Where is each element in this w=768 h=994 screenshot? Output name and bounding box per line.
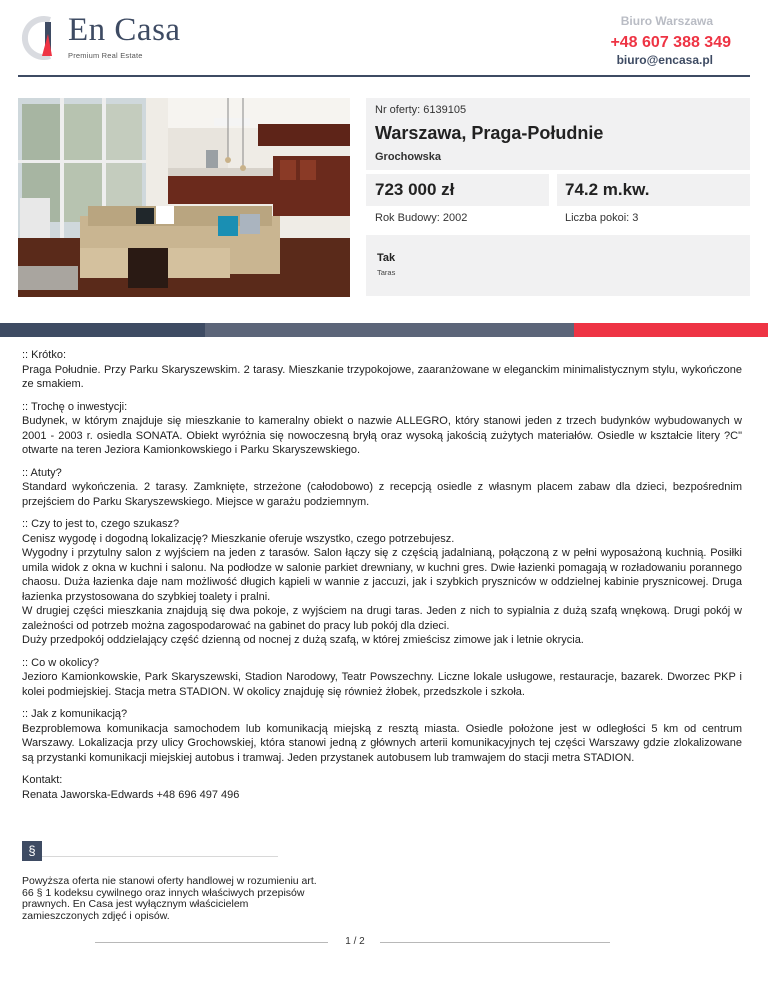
listing-street: Grochowska [375, 151, 442, 163]
header-divider [18, 75, 750, 77]
description-section [22, 656, 742, 700]
office-phone[interactable]: +48 607 388 349 [610, 34, 731, 51]
section-sign-icon: § [22, 841, 42, 861]
divider-bar-navy [0, 323, 205, 337]
legal-disclaimer: Powyższa oferta nie stanowi oferty handlowej w rozumieniu art. 66 § 1 kodeksu cywilnego oraz innych właściwych przepisów prawnych. En Casa jest wyłącznym właścicielem zamieszczonych zdjęć i opisów. [22, 875, 317, 922]
section-body: Praga Południe. Przy Parku Skaryszewskim. 2 tarasy. Mieszkanie trzypokojowe, zaaranżowane w eleganckim minimalistycznym stylu, wykończone ze smakiem. [22, 363, 742, 390]
section-heading: :: Krótko: [22, 349, 67, 361]
feature-value: Tak [377, 252, 396, 264]
feature-label: Taras [377, 268, 396, 277]
section-heading: :: Co w okolicy? [22, 656, 100, 669]
divider-bar-slate [205, 323, 574, 337]
listing-price: 723 000 zł [375, 180, 455, 199]
description-section [22, 348, 742, 392]
footer-rule-left [95, 942, 328, 943]
brand-name: En Casa [68, 12, 181, 48]
section-heading: :: Jak z komunikacją? [22, 708, 128, 720]
property-photo [18, 98, 350, 297]
office-name: Biuro Warszawa [620, 14, 713, 28]
room-count: Liczba pokoi: 3 [565, 212, 639, 224]
description-section [22, 773, 742, 802]
year-built: Rok Budowy: 2002 [375, 212, 468, 224]
office-email[interactable]: biuro@encasa.pl [616, 53, 713, 67]
section-body: Renata Jaworska-Edwards +48 696 497 496 [22, 788, 240, 801]
section-body: Bezproblemowa komunikacja samochodem lub komunikacją miejską z resztą miasta. Osiedle położone jest w odległości 5 km od centrum Warszawy. Lokalizacja przy ulicy Grochowskiej, która stanowi jedną z głównych arterii komunikacyjnych tej części Warszawy gdzie zlokalizowane są przystanki komunikacji miejskiej autobus i tramwaj. Jeden przystanek autobusem lub tramwajem do stacji metra STADION. [22, 722, 742, 764]
section-body: Standard wykończenia. 2 tarasy. Zamknięte, strzeżone (całodobowo) z recepcją osiedle z własnym placem zabaw dla dzieci, bezpośrednim przejściem do Parku Skaryszewskiego. Miejsce w garażu podziemnym. [22, 481, 742, 508]
description-section [22, 400, 742, 458]
description-section [22, 707, 742, 765]
listing-area: 74.2 m.kw. [565, 180, 650, 199]
description-section [22, 517, 742, 648]
section-heading: :: Trochę o inwestycji: [22, 400, 128, 413]
brand-tagline: Premium Real Estate [68, 51, 143, 60]
disclaimer-rule [42, 856, 278, 857]
section-heading: :: Atuty? [22, 466, 62, 479]
section-heading: Kontakt: [22, 774, 63, 786]
section-body: Cenisz wygodę i dogodną lokalizację? Mieszkanie oferuje wszystko, czego potrzebujesz. Wygodny i przytulny salon z wyjściem na jeden z tarasów. Salon łączy się z częścią jadalnianą, połączoną z w pełni wyposażoną kuchnią. Posiłki umila widok z okna w kuchni i salonu. Na podłodze w salonie parkiet drewniany, w kuchni gres. Dwie łazienki pomagają w rozładowaniu porannego chaosu. Duża łazienka daje nam możliwość długich kąpieli w wannie z jaccuzi, jak i szybkich pryszniców w oddzielnej kabinie prysznicowej. Druga łazienka przystosowana do szybkiej toalety i pralni. W drugiej części mieszkania znajdują się dwa pokoje, z wyjściem na drugi taras. Jeden z nich to sypialnia z dużą szafą wnękową. Drugi pokój w zależności od potrzeb można zagospodarować na gabinet do pracy lub pokój dla dzieci. Duży przedpokój oddzielający część dzienną od nocnej z dużą szafą, w której zmieścisz zimowe jak i letnie okrycia. [22, 532, 742, 646]
divider-bar-red [574, 323, 768, 337]
offer-number: Nr oferty: 6139105 [375, 104, 467, 116]
section-body: Jezioro Kamionkowskie, Park Skaryszewski, Stadion Narodowy, Teatr Powszechny. Liczne lokale usługowe, restauracje, bazarek. Dworzec PKP i kolei podmiejskiej. Stacja metra STADION. W okolicy znajduję się również żłobek, przedszkole i szkoła. [22, 671, 742, 698]
page-number: 1 / 2 [345, 936, 365, 947]
section-body: Budynek, w którym znajduje się mieszkanie to kameralny obiekt o nazwie ALLEGRO, który stanowi jeden z trzech budynków wybudowanych w 2001 - 2003 r. osiedla SONATA. Obiekt wyróżnia się nowoczesną bryłą oraz wysoką jakością zużytych materiałów. Osiedle w kształcie litery ?C" otwarte na teren Jeziora Kamionkowskiego i Parku Skaryszewskiego. [22, 415, 742, 456]
feature-box [366, 235, 750, 296]
listing-description [22, 348, 742, 810]
section-heading: :: Czy to jest to, czego szukasz? [22, 518, 180, 530]
description-section [22, 466, 742, 510]
listing-location: Warszawa, Praga-Południe [375, 123, 604, 143]
logo-icon [18, 16, 62, 60]
footer-rule-right [380, 942, 610, 943]
